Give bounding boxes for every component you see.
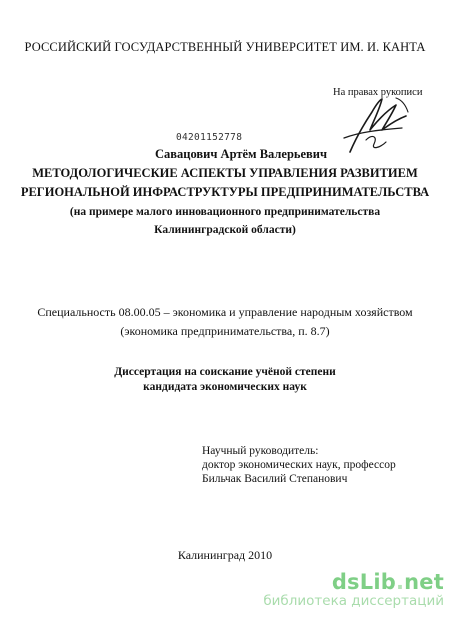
subtitle-line: Калининградской области) xyxy=(154,224,296,236)
handwritten-signature xyxy=(336,90,416,160)
specialty-line: Специальность 08.00.05 – экономика и управление народным хозяйством xyxy=(37,305,413,319)
catalog-number: 04201152778 xyxy=(176,132,243,143)
supervisor-label: Научный руководитель: xyxy=(202,445,319,457)
watermark-subtitle: библиотека диссертаций xyxy=(263,593,444,609)
watermark-logo xyxy=(263,571,444,593)
watermark xyxy=(263,571,444,609)
specialty-line: (экономика предпринимательства, п. 8.7) xyxy=(120,324,330,338)
supervisor-degree: доктор экономических наук, профессор xyxy=(202,459,396,471)
watermark-logo-dot: . xyxy=(395,570,405,594)
title-line: РЕГИОНАЛЬНОЙ ИНФРАСТРУКТУРЫ ПРЕДПРИНИМАТЕЛЬСТВА xyxy=(20,185,430,199)
subtitle-line: (на примере малого инновационного предпринимательства xyxy=(69,206,381,218)
title-line: МЕТОДОЛОГИЧЕСКИЕ АСПЕКТЫ УПРАВЛЕНИЯ РАЗВИТИЕМ xyxy=(32,166,418,180)
watermark-logo-main: dsLib xyxy=(331,570,396,594)
supervisor-name: Бильчак Василий Степанович xyxy=(202,473,348,485)
manuscript-note: На правах рукописи xyxy=(333,87,423,98)
city-year: Калининград 2010 xyxy=(177,548,273,562)
watermark-logo-tld: net xyxy=(404,570,444,594)
degree-line: кандидата экономических наук xyxy=(143,381,307,393)
author-name: Савацович Артём Валерьевич xyxy=(155,147,328,161)
degree-line: Диссертация на соискание учёной степени xyxy=(114,366,336,378)
university-name: РОССИЙСКИЙ ГОСУДАРСТВЕННЫЙ УНИВЕРСИТЕТ ИМ. И. КАНТА xyxy=(24,40,426,54)
